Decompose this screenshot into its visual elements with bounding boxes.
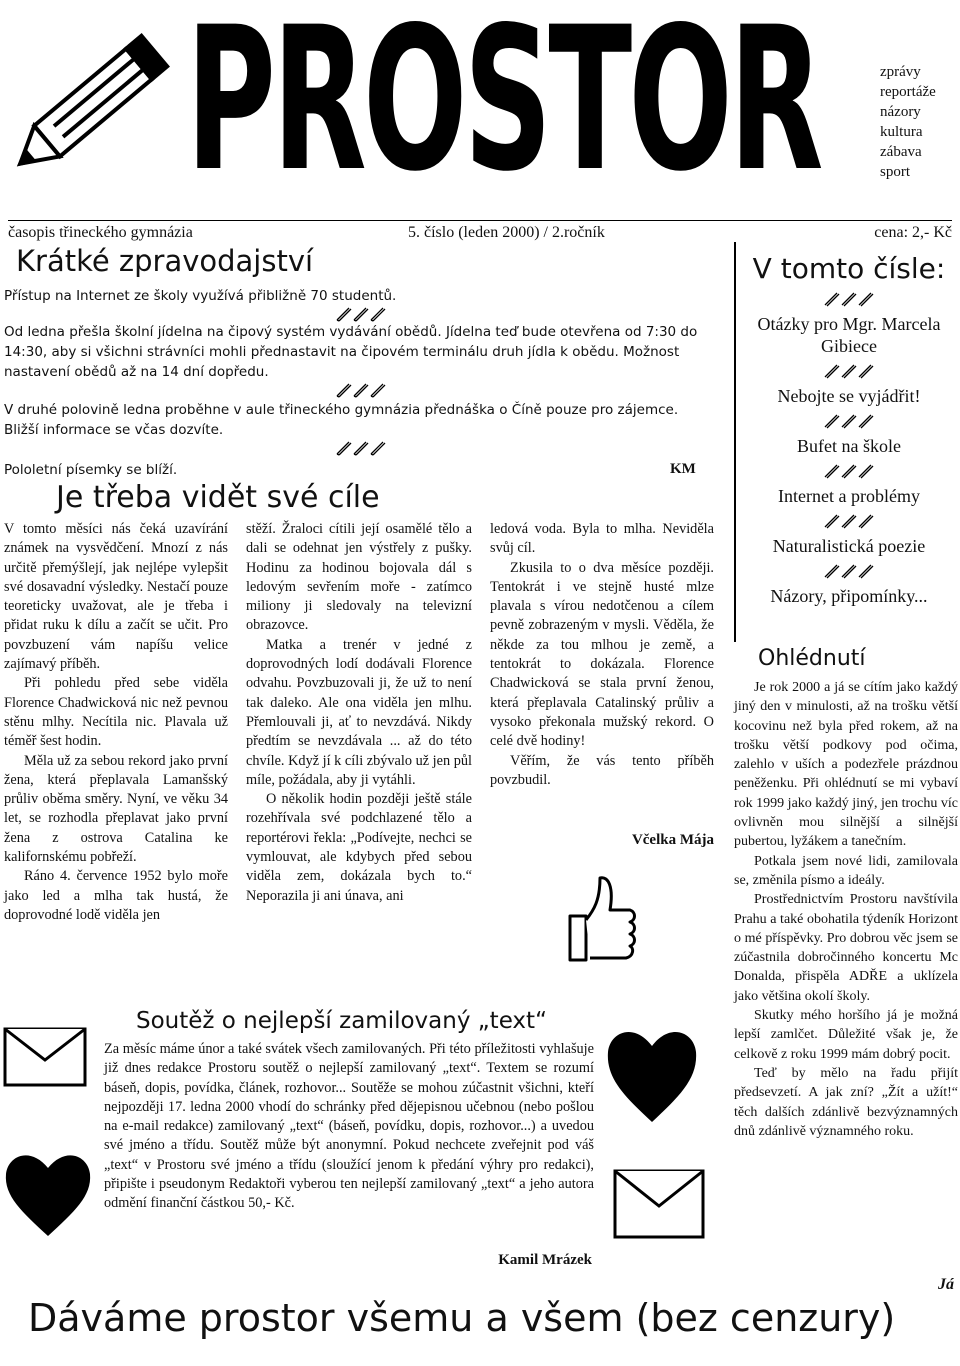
article-author: Včelka Mája	[631, 832, 714, 848]
pencils-divider-icon	[335, 440, 387, 461]
contest-author: Kamil Mrázek	[498, 1252, 592, 1268]
pencils-divider-icon	[823, 291, 875, 307]
envelope-icon	[612, 1168, 706, 1240]
retrospective-author: Já	[938, 1276, 954, 1293]
tag: kultura	[880, 124, 923, 140]
article-column-3	[490, 520, 714, 790]
paragraph: ledová voda. Byla to mlha. Neviděla svůj cíl.	[490, 521, 714, 557]
contents-item[interactable]: Nebojte se vyjádřit!	[777, 386, 921, 406]
tag: reportáže	[880, 84, 936, 100]
contents-item[interactable]: Názory, připomínky...	[770, 586, 928, 606]
paragraph: V tomto měsíci nás čeká uzavírání známek na vysvědčení. Mnozí z nás určitě přemýšlejí, jak nejlépe vylepšit své dosavadní výsledky. Nestačí pouze teoreticky uvažovat, ale je třeba i přidat ruku k dílu a začít se učit. Pro povzbuzení vám napíšu velice zajímavý příběh.	[4, 521, 228, 673]
masthead-title: PROSTOR	[186, 0, 820, 215]
paragraph: Měla už za sebou rekord jako první žena, která přeplavala Lamanšský průliv oběma směry. Nyní, ve věku 34 let, se rozhodla přeplavat jako první žena z ostrova Catalina ke kalifornskému pobřeží.	[4, 752, 228, 866]
paragraph: Prostřednictvím Prostoru navštívila Prahu a také obohatila týdeník Horizont o mé příspěvky. Pro dobrou věc jsem se zúčastnila dobročinného koncertu Mc Donalda, přispěla ADŘE a uklízela jako většina okolí školy.	[734, 892, 958, 1004]
thumbs-up-icon	[560, 870, 638, 966]
paragraph: Je rok 2000 a já se cítím jako každý jiný den v minulosti, až na trošku větší kocovinu než byla před rokem, až na trošku větší podkovy pod očima, zalehlo v uších a podezřele prázdnou peněženku. Při ohlédnutí se mi vybaví rok 1999 jako každý jiný, jen trochu víc ovlivněn mou silnější a silnější pubertou, lyžákem a tanečním.	[734, 680, 958, 850]
tag: názory	[880, 104, 921, 120]
paragraph: stěží. Žraloci cítili její osamělé tělo a dali se odehnat jen výstřely z pušky. Hodinu za hodinou bojovala dál s ledovým sevřením moře - zatímco miliony ji sledovaly na televizní obrazovce.	[246, 521, 472, 634]
publication-name: časopis třineckého gymnázia	[8, 224, 193, 241]
paragraph: O několik hodin později ještě stále rozehřívala své podchlazené tělo a reportérovi řekla: „Podívejte, nechci se vymlouvat, ale kdybych před sebou viděla zem, dokázala bych to.“ Neporazila ji ani únava, ani	[246, 791, 472, 904]
contents-item[interactable]: Naturalistická poezie	[772, 536, 926, 556]
paragraph: Skutky mého horšího já je možná lepší zamlčet. Důležité však je, že celkově z roku 1999 mám dobrý pocit.	[734, 1008, 958, 1062]
paragraph: Teď by mělo na řadu přijít předsevzetí. A jak zní? „Žít a užít!“ těch dalších zdánlivě bezvýznamných dnů zdánlivě významného roku.	[734, 1065, 958, 1139]
footer-slogan: Dáváme prostor všemu a všem (bez cenzury)	[28, 1296, 896, 1340]
retrospective-column	[734, 678, 958, 1141]
paragraph: Zkusila to o dva měsíce později. Tentokrát i ve stejně husté mlze plavala s vírou nedotčenou a cílem pevně zobrazeným v mysli. Věděla, že někde za tou mlhou je země, a tentokrát to dokázala. Florence Chadwicková se stala první ženou, která přeplavala Catalinský průliv a vysoko překonala mužský rekord. O celé dvě hodiny!	[490, 559, 714, 750]
article-title: Je třeba vidět své cíle	[56, 480, 380, 515]
contents-item[interactable]: Otázky pro Mgr. Marcela Gibiece	[757, 314, 941, 356]
issue-info-bar	[8, 220, 952, 243]
pencils-divider-icon	[823, 563, 875, 579]
pencil-logo-icon	[0, 14, 185, 199]
contents-item[interactable]: Bufet na škole	[797, 436, 901, 456]
news-author: KM	[670, 461, 696, 477]
news-item: Pololetní písemky se blíží.	[4, 462, 178, 478]
tag: sport	[880, 164, 910, 180]
pencils-divider-icon	[823, 413, 875, 429]
heart-icon	[604, 1022, 700, 1126]
tag: zábava	[880, 144, 922, 160]
paragraph: Při pohledu před sebe viděla Florence Chadwicková nic než pevnou stěnu mlhy. Necítila nic. Plavala už téměř šest hodin.	[4, 675, 228, 750]
issue-number: 5. číslo (leden 2000) / 2.ročník	[408, 224, 605, 241]
envelope-icon	[2, 1026, 88, 1088]
price: cena: 2,- Kč	[874, 224, 952, 241]
news-item: V druhé polovině ledna proběhne v aule třineckého gymnázia přednáška o Číně pouze pro zájemce. Bližší informace se včas dozvíte.	[4, 402, 679, 438]
news-title: Krátké zpravodajství	[16, 244, 314, 278]
contents-item[interactable]: Internet a problémy	[778, 486, 920, 506]
contest-body: Za měsíc máme únor a také svátek všech zamilovaných. Při této příležitosti vyhlašuje již dnes redakce Prostoru soutěž o nejlepší zamilovaný „text“. Textem se rozumí báseň, dopis, povídka, článek, rozhovor... Soutěže se mohou zúčastnit všichni, kteří nejpozději 17. ledna 2000 vhodí do schránky před dějepisnou učebnou (nebo pošlou na e-mail redakce) zamilovaný „text“ (báseň, povídku, dopis, rozhovor...) a uvedou své jméno a třídu. Soutěž může být anonymní. Pokud nechcete zveřejnit pod váš „text“ v Prostoru své jméno a třídu (sloužící jenom k předání výhry pro redakci), připište i pseudonym Redaktoři vyberou ten nejlepší zamilovaný „text“ a jeho autora odmění finanční částkou 50,- Kč.	[104, 1041, 594, 1212]
retrospective-title: Ohlédnutí	[758, 646, 866, 671]
contest-title: Soutěž o nejlepší zamilovaný „text“	[136, 1008, 547, 1034]
news-item: Od ledna přešla školní jídelna na čipový systém vydávání obědů. Jídelna teď bude otevřena od 7:30 do 14:30, aby si všichni strávníci mohli přednastavit na čipovém terminálu druh jídla k obědu. Možnost nastavení obědů až na 14 dní dopředu.	[4, 324, 698, 380]
masthead-tags	[880, 62, 936, 182]
contents-title: V tomto čísle:	[752, 252, 946, 285]
news-item: Přístup na Internet ze školy využívá přibližně 70 studentů.	[4, 288, 397, 304]
paragraph: Věřím, že vás tento příběh povzbudil.	[490, 752, 714, 788]
heart-icon	[2, 1146, 94, 1240]
pencils-divider-icon	[823, 513, 875, 529]
paragraph: Potkala jsem nové lidi, zamilovala se, změnila písmo a ideály.	[734, 853, 958, 888]
pencils-divider-icon	[823, 463, 875, 479]
article-column-2	[246, 520, 472, 906]
pencils-divider-icon	[823, 363, 875, 379]
contents-sidebar	[734, 242, 960, 642]
paragraph: Ráno 4. července 1952 bylo moře jako led a mlha tak hustá, že doprovodné lodě viděla jen	[4, 868, 228, 923]
article-column-1	[4, 520, 228, 925]
paragraph: Matka a trenér v jedné z doprovodných lodí dodávali Florence odvahu. Povzbuzovali ji, že už to není tak daleko. Ale ona viděla jen mlhu. Přemlouvali ji, ať to nevzdává. Nikdy předtím se nevzdávala ... až do této chvíle. Když jí k cíli zbývalo už jen půl míle, požádala, aby ji vytáhli.	[246, 636, 472, 788]
tag: zprávy	[880, 64, 921, 80]
